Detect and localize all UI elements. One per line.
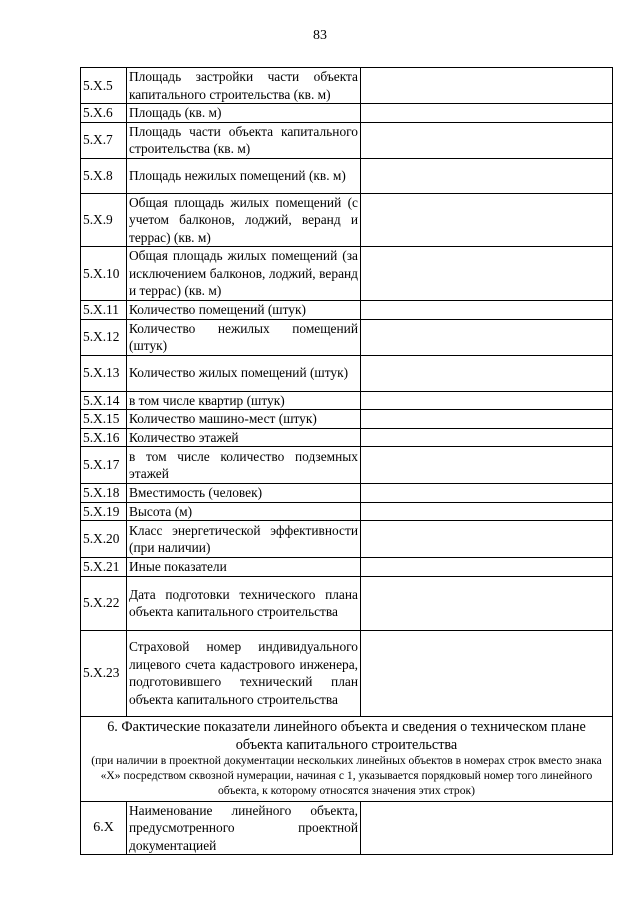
row-number: 5.X.9 [81, 193, 127, 247]
row-value-cell[interactable] [361, 521, 613, 558]
row-value-cell[interactable] [361, 319, 613, 355]
row-label: Площадь части объекта капитального строительства (кв. м) [127, 122, 361, 158]
row-number: 5.X.14 [81, 391, 127, 410]
row-value-cell[interactable] [361, 122, 613, 158]
indicators-table [80, 67, 613, 855]
row-number: 5.X.21 [81, 558, 127, 577]
row-value-cell[interactable] [361, 502, 613, 521]
row-value-cell[interactable] [361, 428, 613, 447]
row-value-cell[interactable] [361, 104, 613, 123]
row-label: Количество жилых помещений (штук) [127, 355, 361, 391]
row-label: Класс энергетической эффективности (при наличии) [127, 521, 361, 558]
table-row [81, 428, 613, 447]
row-number: 5.X.8 [81, 158, 127, 193]
table-row [81, 247, 613, 301]
table-row [81, 410, 613, 429]
row-number: 5.X.6 [81, 104, 127, 123]
table-row [81, 801, 613, 855]
table-row [81, 355, 613, 391]
table-row [81, 158, 613, 193]
table-row [81, 558, 613, 577]
row-value-cell[interactable] [361, 158, 613, 193]
section-header-row [81, 716, 613, 801]
table-row [81, 104, 613, 123]
row-label: Площадь нежилых помещений (кв. м) [127, 158, 361, 193]
row-label: в том числе квартир (штук) [127, 391, 361, 410]
row-number: 5.X.12 [81, 319, 127, 355]
row-value-cell[interactable] [361, 630, 613, 716]
row-label: Иные показатели [127, 558, 361, 577]
row-number: 5.X.11 [81, 301, 127, 320]
row-number: 5.X.22 [81, 576, 127, 630]
row-label: Площадь (кв. м) [127, 104, 361, 123]
table-row [81, 630, 613, 716]
row-value-cell[interactable] [361, 410, 613, 429]
row-value-cell[interactable] [361, 391, 613, 410]
row-label: Количество нежилых помещений (штук) [127, 319, 361, 355]
row-label: Количество помещений (штук) [127, 301, 361, 320]
row-value-cell[interactable] [361, 355, 613, 391]
table-row [81, 447, 613, 484]
table-row [81, 122, 613, 158]
table-row [81, 521, 613, 558]
row-number: 5.X.18 [81, 484, 127, 503]
row-value-cell[interactable] [361, 68, 613, 104]
section-6-title: 6. Фактические показатели линейного объекта и сведения о техническом плане объекта капитального строительства [107, 719, 586, 754]
row-label: Общая площадь жилых помещений (с учетом балконов, лоджий, веранд и террас) (кв. м) [127, 193, 361, 247]
row-label: Количество машино-мест (штук) [127, 410, 361, 429]
row-number: 5.X.10 [81, 247, 127, 301]
row-number: 5.X.7 [81, 122, 127, 158]
table-row [81, 193, 613, 247]
row-label: в том числе количество подземных этажей [127, 447, 361, 484]
table-row [81, 502, 613, 521]
row-value-cell[interactable] [361, 447, 613, 484]
table-row [81, 319, 613, 355]
table-row [81, 391, 613, 410]
row-value-cell[interactable] [361, 484, 613, 503]
row-value-cell[interactable] [361, 193, 613, 247]
table-row [81, 68, 613, 104]
row-number: 5.X.15 [81, 410, 127, 429]
row-value-cell[interactable] [361, 558, 613, 577]
page-number: 83 [313, 28, 327, 43]
row-value-cell[interactable] [361, 801, 613, 855]
row-label: Дата подготовки технического плана объекта капитального строительства [127, 576, 361, 630]
row-number: 5.X.19 [81, 502, 127, 521]
row-number: 6.X [81, 801, 127, 855]
section-6-header [81, 716, 613, 801]
table-row [81, 484, 613, 503]
table-row [81, 576, 613, 630]
row-label: Высота (м) [127, 502, 361, 521]
row-label: Страховой номер индивидуального лицевого счета кадастрового инженера, подготовившего технический план объекта капитального строительства [127, 630, 361, 716]
row-label: Количество этажей [127, 428, 361, 447]
section-6-note: (при наличии в проектной документации нескольких линейных объектов в номерах строк вместо знака «X» посредством сквозной нумерации, начиная с 1, указывается порядковый номер того линейного объекта, к которому относятся значения этих строк) [91, 754, 602, 797]
row-label: Площадь застройки части объекта капитального строительства (кв. м) [127, 68, 361, 104]
row-number: 5.X.16 [81, 428, 127, 447]
row-number: 5.X.17 [81, 447, 127, 484]
row-value-cell[interactable] [361, 576, 613, 630]
table-row [81, 301, 613, 320]
row-number: 5.X.23 [81, 630, 127, 716]
row-number: 5.X.5 [81, 68, 127, 104]
row-label: Общая площадь жилых помещений (за исключением балконов, лоджий, веранд и террас) (кв. м) [127, 247, 361, 301]
row-value-cell[interactable] [361, 247, 613, 301]
row-label: Наименование линейного объекта, предусмотренного проектной документацией [127, 801, 361, 855]
row-number: 5.X.13 [81, 355, 127, 391]
row-label: Вместимость (человек) [127, 484, 361, 503]
row-value-cell[interactable] [361, 301, 613, 320]
row-number: 5.X.20 [81, 521, 127, 558]
